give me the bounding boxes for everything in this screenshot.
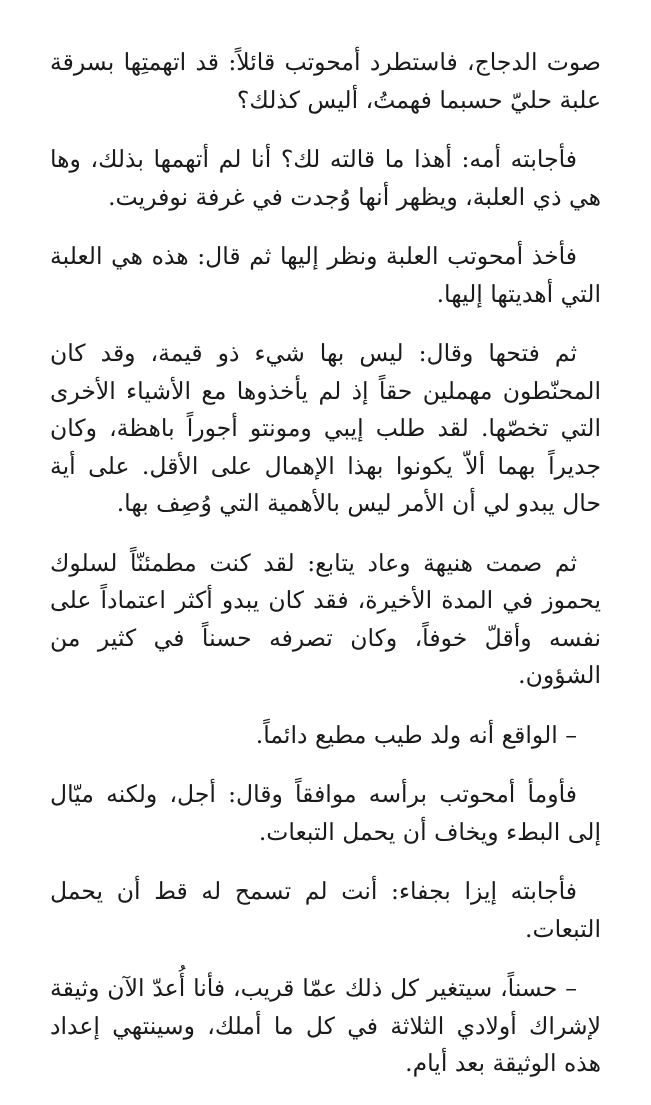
paragraph-3: فأخذ أمحوتب العلبة ونظر إليها ثم قال: هذه هي العلبة التي أهديتها إليها. [50,242,601,308]
paragraph-1: صوت الدجاج، فاستطرد أمحوتب قائلاً: قد اتهمتِها بسرقة علبة حليّ حسبما فهمتُ، أليس كذلك؟ [50,48,601,114]
paragraph-2: فأجابته أمه: أهذا ما قالته لك؟ أنا لم أتهمها بذلك، وها هي ذي العلبة، ويظهر أنها وُجدت في غرفة نوفريت. [50,145,601,211]
document-page [50,44,601,1105]
paragraph-9: – حسناً، سيتغير كل ذلك عمّا قريب، فأنا أُعدّ الآن وثيقة لإشراك أولادي الثلاثة في كل ما أملك، وسينتهي إعداد هذه الوثيقة بعد أيام. [50,974,601,1077]
paragraph-5: ثم صمت هنيهة وعاد يتابع: لقد كنت مطمئنّاً لسلوك يحموز في المدة الأخيرة، فقد كان يبدو أكثر اعتماداً على نفسه وأقلّ خوفاً، وكان تصرفه حسناً في كثير من الشؤون. [50,548,601,689]
paragraph-4: ثم فتحها وقال: ليس بها شيء ذو قيمة، وقد كان المحنّطون مهملين حقاً إذ لم يأخذوها مع الأشياء الأخرى التي تخصّها. لقد طلب إيبي ومونتو أجوراً باهظة، وكان جديراً بهما ألاّ يكونوا بهذا الإهمال على الأقل. على أية حال يبدو لي أن الأمر ليس بالأهمية التي وُصِف بها. [50,339,601,517]
paragraph-6: – الواقع أنه ولد طيب مطيع دائماً. [255,720,577,749]
paragraph-8: فأجابته إيزا بجفاء: أنت لم تسمح له قط أن يحمل التبعات. [50,877,601,943]
paragraph-7: فأومأ أمحوتب برأسه موافقاً وقال: أجل، ولكنه ميّال إلى البطء ويخاف أن يحمل التبعات. [50,780,601,846]
